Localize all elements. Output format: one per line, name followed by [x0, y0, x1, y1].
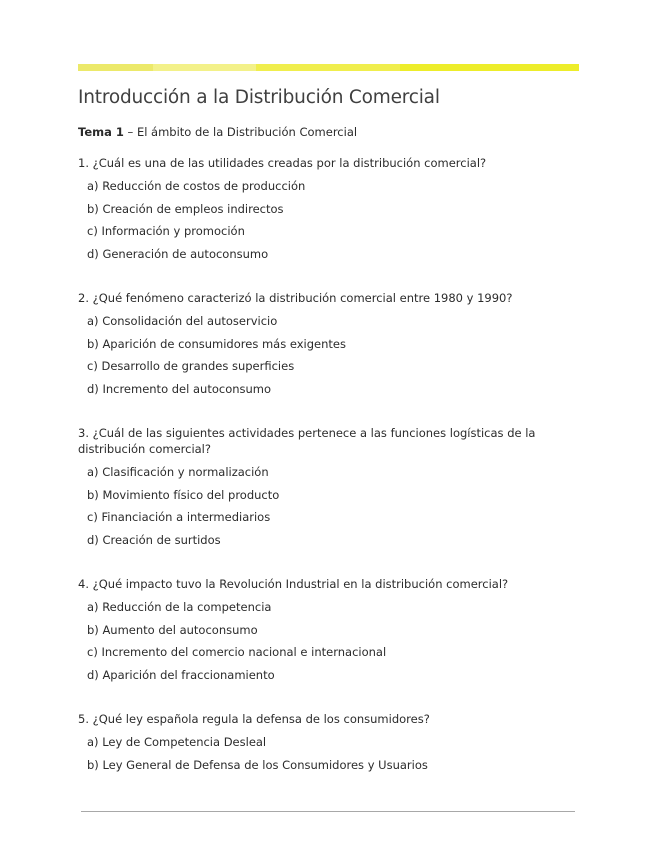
accent-segment [256, 64, 400, 71]
option-list [78, 731, 578, 776]
subtitle-separator: – [123, 125, 137, 139]
option-c: c) Desarrollo de grandes superficies [87, 359, 295, 373]
option-list [78, 175, 578, 265]
option-d: d) Incremento del autoconsumo [87, 381, 272, 396]
question-text: 3. ¿Cuál de las siguientes actividades pertenece a las funciones logísticas de la distribución comercial? [78, 426, 536, 456]
option-b: b) Aparición de consumidores más exigentes [87, 336, 346, 351]
document-subtitle [78, 125, 357, 139]
option-list [78, 310, 578, 400]
option-a: a) Consolidación del autoservicio [87, 314, 278, 328]
option-b: b) Movimiento físico del producto [87, 487, 280, 502]
accent-segment [78, 64, 153, 71]
option-b: b) Creación de empleos indirectos [87, 201, 284, 216]
tema-text: El ámbito de la Distribución Comercial [136, 125, 358, 139]
question-text: 1. ¿Cuál es una de las utilidades creadas por la distribución comercial? [78, 156, 487, 170]
accent-segment [400, 64, 579, 71]
question-text: 5. ¿Qué ley española regula la defensa de los consumidores? [78, 712, 430, 726]
option-d: d) Generación de autoconsumo [87, 246, 269, 261]
option-a: a) Ley de Competencia Desleal [87, 735, 267, 749]
question-text: 2. ¿Qué fenómeno caracterizó la distribución comercial entre 1980 y 1990? [78, 291, 513, 305]
option-a: a) Clasificación y normalización [87, 465, 269, 479]
accent-segment [153, 64, 256, 71]
option-list [78, 596, 578, 686]
question-4 [78, 576, 578, 686]
option-c: c) Información y promoción [87, 224, 245, 238]
option-a: a) Reducción de costos de producción [87, 179, 306, 193]
option-b: b) Ley General de Defensa de los Consumidores y Usuarios [87, 757, 428, 772]
tema-label: Tema 1 [78, 125, 124, 139]
footer-divider [81, 811, 575, 812]
option-d: d) Creación de surtidos [87, 532, 221, 547]
question-text: 4. ¿Qué impacto tuvo la Revolución Industrial en la distribución comercial? [78, 577, 509, 591]
header-accent-bar [78, 64, 579, 71]
question-5 [78, 711, 578, 776]
option-b: b) Aumento del autoconsumo [87, 622, 258, 637]
option-c: c) Financiación a intermediarios [87, 510, 271, 524]
document-title: Introducción a la Distribución Comercial [78, 87, 440, 108]
question-1 [78, 155, 578, 265]
question-2 [78, 290, 578, 400]
option-c: c) Incremento del comercio nacional e internacional [87, 645, 387, 659]
option-list [78, 461, 578, 551]
option-a: a) Reducción de la competencia [87, 600, 272, 614]
question-3 [78, 425, 578, 551]
option-d: d) Aparición del fraccionamiento [87, 667, 275, 682]
